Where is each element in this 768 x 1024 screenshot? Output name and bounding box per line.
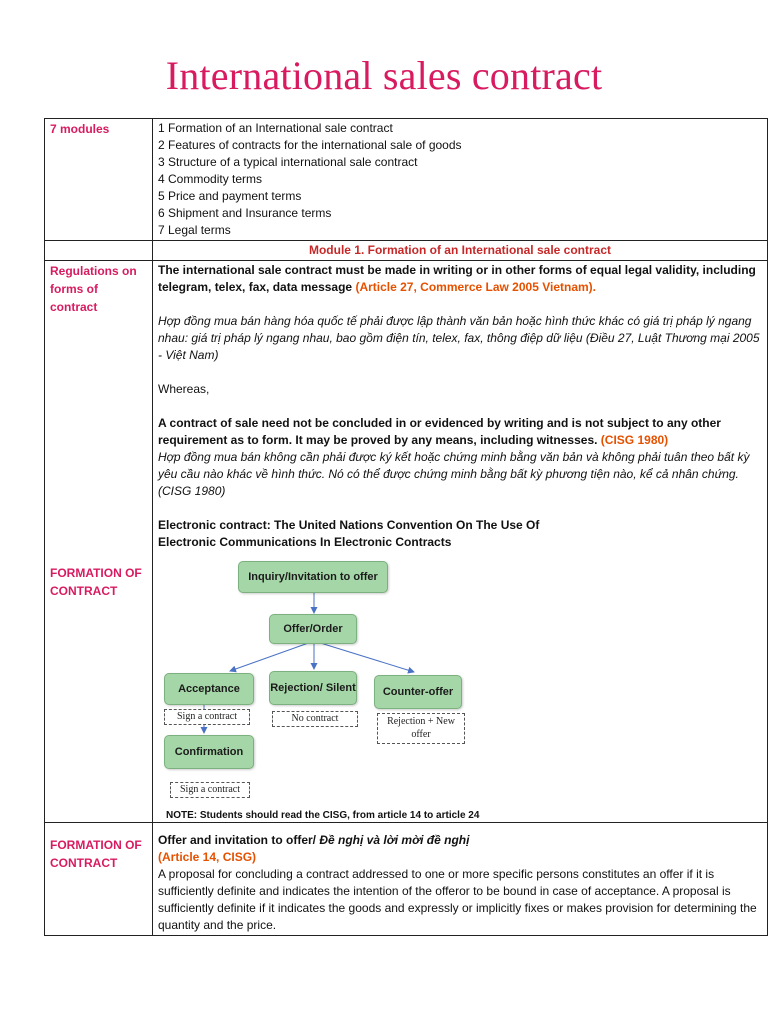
regulation-reference: (Article 27, Commerce Law 2005 Vietnam).	[355, 280, 597, 294]
modules-label-cell	[45, 119, 153, 241]
formation-label: FORMATION OF CONTRACT	[50, 566, 142, 598]
module1-heading: Module 1. Formation of an International sale contract	[153, 241, 768, 261]
module-item: 2 Features of contracts for the international sale of goods	[158, 138, 462, 152]
offer-content	[153, 823, 768, 936]
module-item: 5 Price and payment terms	[158, 189, 302, 203]
confirmation-box: Confirmation	[164, 735, 254, 769]
regulation-text-vn: Hợp đồng mua bán hàng hóa quốc tế phải được lập thành văn bản hoặc hình thức khác có giá trị pháp lý ngang nhau: giá trị pháp lý ngang nhau, bao gồm điện tín, telex, fax, thông điệp dữ liệu (Điều 27, Luật Thương mại 2005 - Việt Nam)	[158, 314, 760, 362]
electronic-contract-line2: Electronic Communications In Electronic Contracts	[158, 535, 452, 549]
module-item: 4 Commodity terms	[158, 172, 263, 186]
offer-row	[45, 823, 768, 936]
module1-heading-row	[45, 241, 768, 261]
offer-heading-vn: Đề nghị và lời mời đề nghị	[319, 833, 470, 847]
cisg-note: NOTE: Students should read the CISG, from article 14 to article 24	[166, 810, 480, 821]
empty-cell	[45, 241, 153, 261]
regulation-text: The international sale contract must be made in writing or in other forms of equal legal validity, including telegram, telex, fax, data message	[158, 263, 756, 294]
cisg-reference: (CISG 1980)	[600, 433, 669, 447]
electronic-contract-line1: Electronic contract: The United Nations Convention On The Use Of	[158, 518, 540, 532]
page-title: International sales contract	[165, 53, 603, 98]
formation-diagram	[158, 559, 718, 821]
offer-heading: Offer and invitation to offer/	[158, 833, 316, 847]
whereas-text: Whereas,	[158, 382, 210, 396]
modules-row	[45, 119, 768, 241]
regulations-row	[45, 261, 768, 823]
regulations-content	[153, 261, 768, 823]
offer-box: Offer/Order	[269, 614, 357, 644]
regulations-label-cell	[45, 261, 153, 823]
formation-label-2: FORMATION OF CONTRACT	[50, 838, 142, 870]
module-item: 1 Formation of an International sale contract	[158, 121, 393, 135]
contract-table	[44, 118, 768, 936]
rejection-box: Rejection/ Silent	[269, 671, 357, 705]
acceptance-box: Acceptance	[164, 673, 254, 705]
cisg-text: A contract of sale need not be concluded in or evidenced by writing and is not subject to any other requirement as to form. It may be proved by any means, including witnesses.	[158, 416, 721, 447]
no-contract-box: No contract	[272, 711, 358, 727]
counter-offer-box: Counter-offer	[374, 675, 462, 709]
regulations-label: Regulations on forms of contract	[50, 264, 137, 314]
rejection-new-offer-box: Rejection + New offer	[377, 713, 465, 744]
module-item: 7 Legal terms	[158, 223, 231, 237]
modules-list	[153, 119, 768, 241]
offer-label-cell	[45, 823, 153, 936]
inquiry-box: Inquiry/Invitation to offer	[238, 561, 388, 593]
modules-label: 7 modules	[50, 122, 110, 136]
offer-body: A proposal for concluding a contract addressed to one or more specific persons constitutes an offer if it is sufficiently definite and indicates the intention of the offeror to be bound in case of acceptance. A proposal is sufficiently definite if it indicates the goods and expressly or implicitly fixes or makes provision for determining the quantity and the price.	[158, 867, 757, 932]
module-item: 6 Shipment and Insurance terms	[158, 206, 332, 220]
module-item: 3 Structure of a typical international sale contract	[158, 155, 418, 169]
cisg-text-vn: Hợp đồng mua bán không cần phải được ký kết hoặc chứng minh bằng văn bản và không phải tuân theo bất kỳ yêu cầu nào khác về hình thức. Nó có thể được chứng minh bằng bất kỳ phương tiện nào, kể cả nhân chứng. (CISG 1980)	[158, 450, 750, 498]
article-reference: (Article 14, CISG)	[158, 850, 257, 864]
sign-contract-box-2: Sign a contract	[170, 782, 250, 798]
sign-contract-box: Sign a contract	[164, 709, 250, 725]
